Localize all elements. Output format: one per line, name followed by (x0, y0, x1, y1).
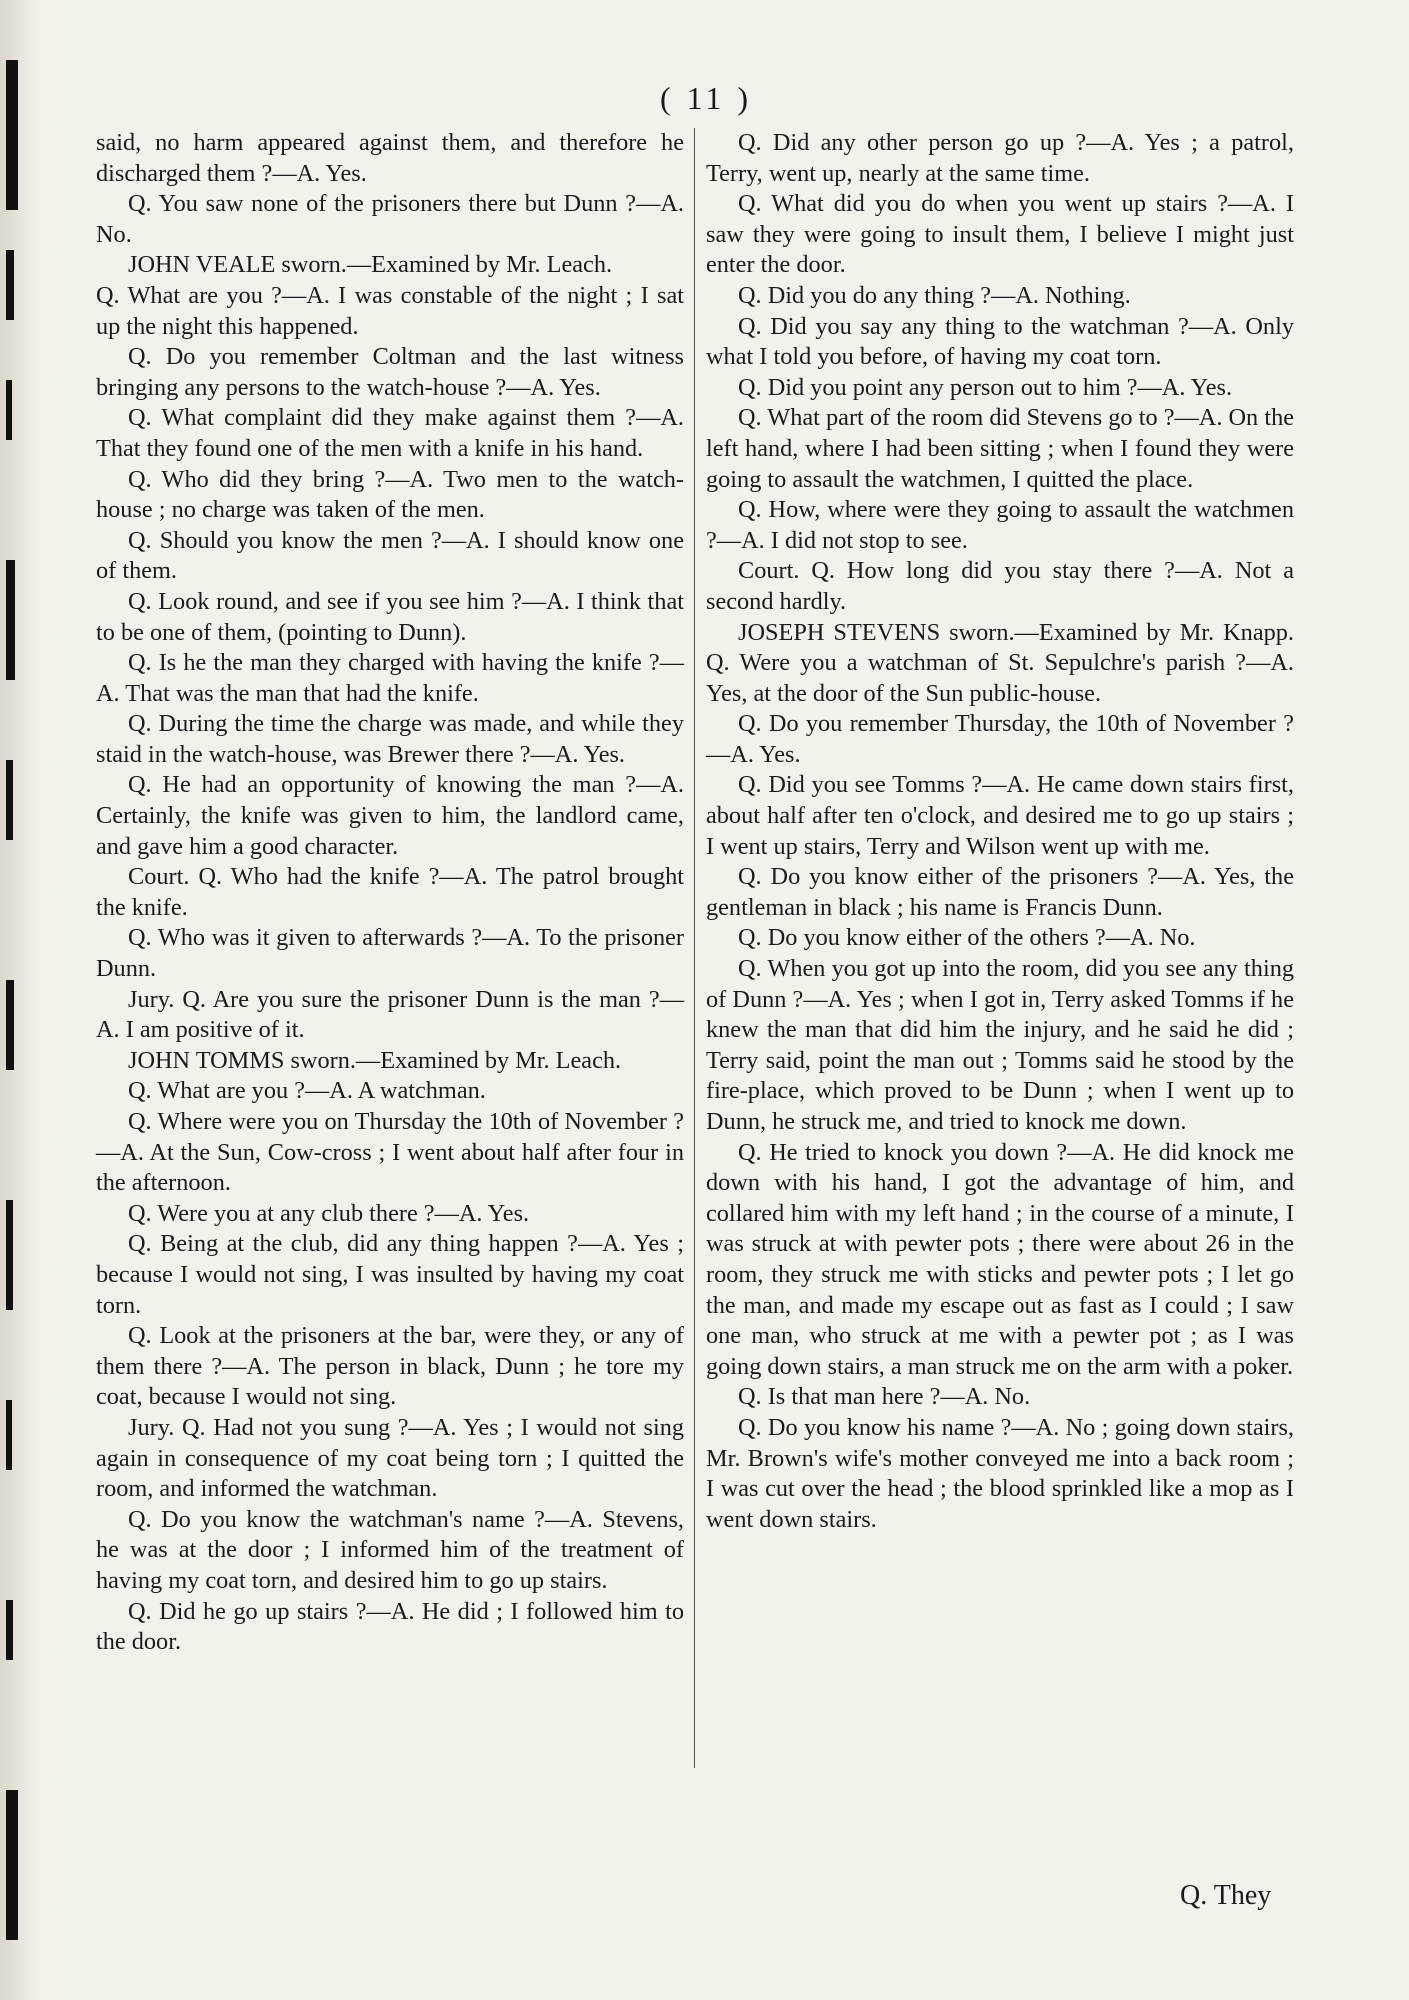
binding-mark (6, 60, 18, 210)
column-divider (694, 128, 695, 1768)
binding-mark (6, 1200, 13, 1310)
paragraph: Q. Did he go up stairs ?—A. He did ; I followed him to the door. (96, 1597, 684, 1656)
paragraph: JOHN VEALE sworn.—Examined by Mr. Leach. (128, 251, 613, 279)
paragraph: Q. What are you ?—A. I was constable of the night ; I sat up the night this happened. (96, 281, 684, 340)
paragraph: Jury. Q. Are you sure the prisoner Dunn is the man ?—A. I am positive of it. (96, 985, 684, 1044)
paragraph: Q. Look round, and see if you see him ?—A. I think that to be one of them, (pointing to Dunn). (96, 587, 684, 646)
page-number: ( 11 ) (659, 80, 753, 116)
paragraph: said, no harm appeared against them, and therefore he discharged them ?—A. Yes. (96, 129, 684, 187)
paragraph: Q. Did any other person go up ?—A. Yes ; a patrol, Terry, went up, nearly at the same time. (706, 129, 1294, 187)
binding-mark (6, 1790, 18, 1940)
binding-mark (6, 380, 12, 440)
book-binding-edge (0, 0, 42, 2000)
left-column (96, 128, 684, 1658)
catchword: Q. They (1180, 1880, 1272, 1911)
paragraph: Q. Did you see Tomms ?—A. He came down stairs first, about half after ten o'clock, and desired me to go up stairs ; I went up stairs, Terry and Wilson went up with me. (706, 771, 1294, 860)
binding-mark (6, 250, 14, 320)
binding-mark (6, 1600, 13, 1660)
paragraph: Q. Do you remember Coltman and the last witness bringing any persons to the watch-house ?—A. Yes. (96, 343, 684, 401)
paragraph: Q. What are you ?—A. A watchman. (128, 1077, 486, 1105)
paragraph: Q. What part of the room did Stevens go to ?—A. On the left hand, where I had been sitting ; when I found they were going to assault the watchmen, I quitted the place. (706, 404, 1294, 493)
paragraph: Q. Did you do any thing ?—A. Nothing. (738, 281, 1131, 309)
paragraph: Q. Is he the man they charged with having the knife ?—A. That was the man that had the knife. (96, 649, 684, 707)
paragraph: Q. Should you know the men ?—A. I should know one of them. (96, 526, 684, 585)
paragraph: Q. Did you point any person out to him ?—A. Yes. (738, 373, 1233, 401)
paragraph: Jury. Q. Had not you sung ?—A. Yes ; I would not sing again in consequence of my coat being torn ; I quitted the room, and informed the watchman. (96, 1413, 684, 1503)
paragraph: Q. Did you say any thing to the watchman ?—A. Only what I told you before, of having my coat torn. (706, 312, 1294, 371)
paragraph: Q. Look at the prisoners at the bar, were they, or any of them there ?—A. The person in black, Dunn ; he tore my coat, because I would not sing. (96, 1322, 684, 1411)
paragraph: Court. Q. How long did you stay there ?—A. Not a second hardly. (706, 557, 1294, 615)
binding-mark (6, 980, 14, 1070)
right-column (706, 128, 1294, 1535)
paragraph: Q. What did you do when you went up stairs ?—A. I saw they were going to insult them, I believe I might just enter the door. (706, 190, 1294, 279)
binding-mark (6, 1400, 12, 1470)
paragraph: Q. Do you know either of the prisoners ?—A. Yes, the gentleman in black ; his name is Francis Dunn. (706, 863, 1294, 921)
paragraph: JOHN TOMMS sworn.—Examined by Mr. Leach. (128, 1046, 622, 1074)
paragraph: Q. He had an opportunity of knowing the man ?—A. Certainly, the knife was given to him, the landlord came, and gave him a good character. (96, 771, 684, 860)
paragraph: Court. Q. Who had the knife ?—A. The patrol brought the knife. (96, 863, 684, 921)
paragraph: Q. Is that man here ?—A. No. (738, 1383, 1031, 1411)
paragraph: Q. Where were you on Thursday the 10th of November ?—A. At the Sun, Cow-cross ; I went about half after four in the afternoon. (96, 1108, 684, 1197)
paragraph: Q. Do you remember Thursday, the 10th of November ?—A. Yes. (706, 710, 1294, 768)
paragraph: Q. When you got up into the room, did you see any thing of Dunn ?—A. Yes ; when I got in, Terry asked Tomms if he knew the man that did him the injury, and he said he did ; Terry said, point the man out ; Tomms said he stood by the fire-place, which proved to be Dunn ; when I went up to Dunn, he struck me, and tried to knock me down. (706, 955, 1294, 1135)
paragraph: Q. You saw none of the prisoners there but Dunn ?—A. No. (96, 190, 684, 248)
paragraph: Q. Who did they bring ?—A. Two men to the watch-house ; no charge was taken of the men. (96, 465, 684, 524)
paragraph: Q. Do you know either of the others ?—A. No. (738, 924, 1196, 952)
paragraph: Q. Being at the club, did any thing happen ?—A. Yes ; because I would not sing, I was insulted by having my coat torn. (96, 1230, 684, 1319)
paragraph: Q. Do you know the watchman's name ?—A. Stevens, he was at the door ; I informed him of the treatment of having my coat torn, and desired him to go up stairs. (96, 1505, 684, 1594)
paragraph: Q. How, where were they going to assault the watchmen ?—A. I did not stop to see. (706, 496, 1294, 554)
paragraph: Q. Do you know his name ?—A. No ; going down stairs, Mr. Brown's wife's mother conveyed me into a back room ; I was cut over the head ; the blood sprinkled like a mop as I went down stairs. (706, 1413, 1294, 1533)
paragraph: Q. He tried to knock you down ?—A. He did knock me down with his hand, I got the advantage of him, and collared him with my left hand ; in the course of a minute, I was struck at with pewter pots ; there were about 26 in the room, they struck me with sticks and pewter pots ; I let go the man, and made my escape out as fast as I could ; I saw one man, who struck at me with a pewter pot ; as I was going down stairs, a man struck me on the arm with a poker. (706, 1138, 1294, 1380)
binding-mark (6, 560, 15, 680)
paragraph: JOSEPH STEVENS sworn.—Examined by Mr. Knapp. Q. Were you a watchman of St. Sepulchre's parish ?—A. Yes, at the door of the Sun public-house. (706, 618, 1294, 707)
paragraph: Q. What complaint did they make against them ?—A. That they found one of the men with a knife in his hand. (96, 404, 684, 462)
paragraph: Q. Who was it given to afterwards ?—A. To the prisoner Dunn. (96, 924, 684, 983)
binding-mark (6, 760, 13, 840)
paragraph: Q. Were you at any club there ?—A. Yes. (128, 1199, 530, 1227)
paragraph: Q. During the time the charge was made, and while they staid in the watch-house, was Brewer there ?—A. Yes. (96, 710, 684, 768)
